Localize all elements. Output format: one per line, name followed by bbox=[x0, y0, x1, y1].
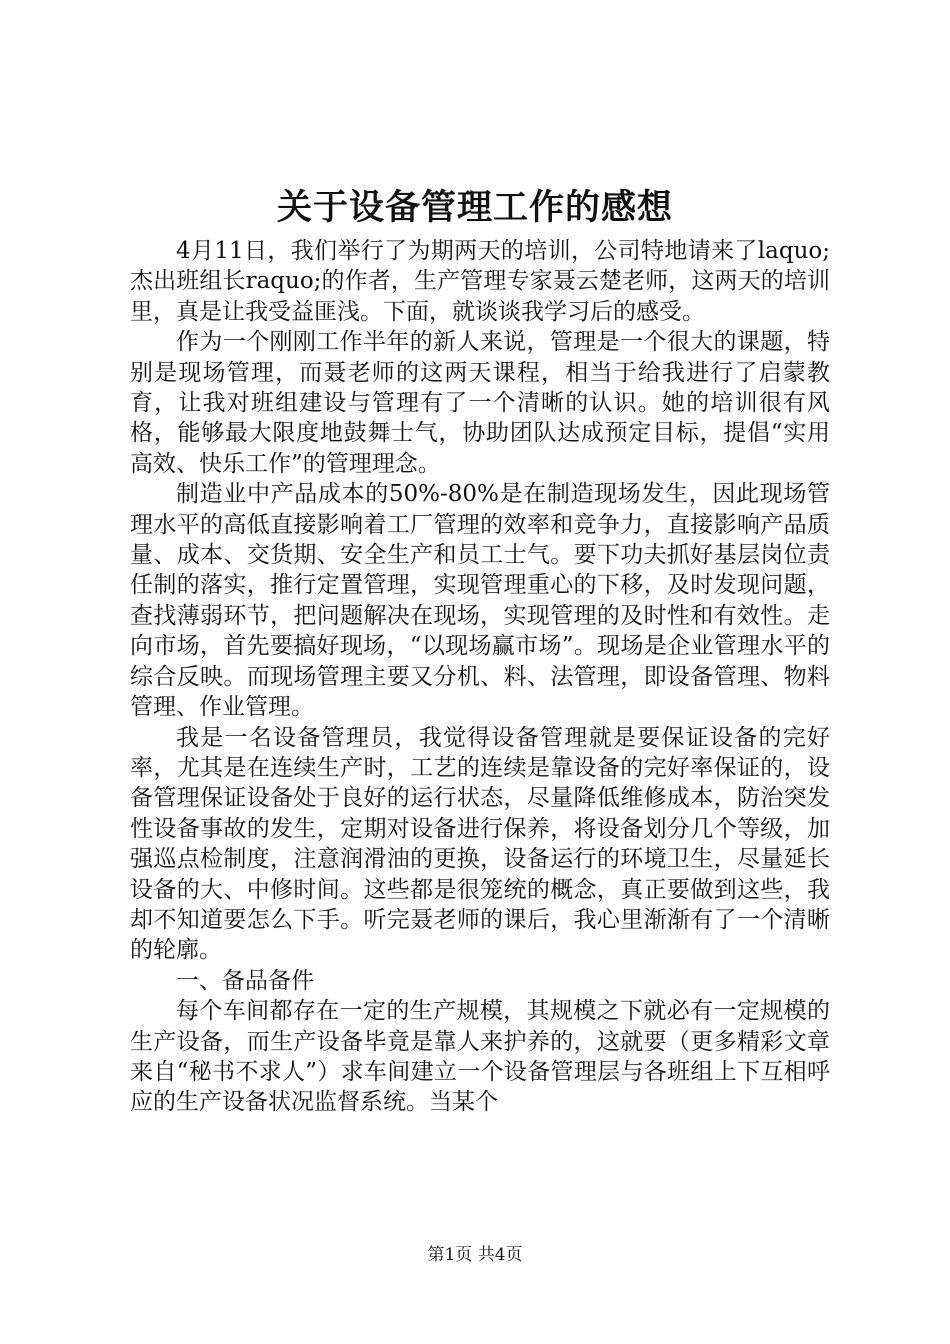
page-footer: 第1页 共4页 bbox=[427, 1245, 523, 1265]
paragraph: 作为一个刚刚工作半年的新人来说，管理是一个很大的课题，特别是现场管理，而聂老师的这两天课程，相当于给我进行了启蒙教育，让我对班组建设与管理有了一个清晰的认识。她的培训很有风格，能够最大限度地鼓舞士气，协助团队达成预定目标，提倡“实用高效、快乐工作”的管理理念。 bbox=[130, 329, 830, 477]
document-body bbox=[130, 236, 830, 1118]
paragraph: 每个车间都存在一定的生产规模，其规模之下就必有一定规模的生产设备，而生产设备毕竟是靠人来护养的，这就要（更多精彩文章来自“秘书不求人”）求车间建立一个设备管理层与各班组上下互相呼应的生产设备状况监督系统。当某个 bbox=[130, 998, 830, 1116]
paragraph: 4月11日，我们举行了为期两天的培训，公司特地请来了laquo;杰出班组长raquo;的作者，生产管理专家聂云楚老师，这两天的培训里，真是让我受益匪浅。下面，就谈谈我学习后的感受。 bbox=[130, 238, 830, 325]
paragraph: 我是一名设备管理员，我觉得设备管理就是要保证设备的完好率，尤其是在连续生产时，工艺的连续是靠设备的完好率保证的，设备管理保证设备处于良好的运行状态，尽量降低维修成本，防治突发性设备事故的发生，定期对设备进行保养，将设备划分几个等级，加强巡点检制度，注意润滑油的更换，设备运行的环境卫生，尽量延长设备的大、中修时间。这些都是很笼统的概念，真正要做到这些，我却不知道要怎么下手。听完聂老师的课后，我心里渐渐有了一个清晰的轮廓。 bbox=[130, 724, 830, 964]
document-title: 关于设备管理工作的感想 bbox=[276, 187, 673, 228]
section-heading: 一、备品备件 bbox=[176, 967, 314, 994]
paragraph: 制造业中产品成本的50%-80%是在制造现场发生，因此现场管理水平的高低直接影响着工厂管理的效率和竞争力，直接影响产品质量、成本、交货期、安全生产和员工士气。要下功夫抓好基层岗位责任制的落实，推行定置管理，实现管理重心的下移，及时发现问题，查找薄弱环节，把问题解决在现场，实现管理的及时性和有效性。走向市场，首先要搞好现场，“以现场赢市场”。现场是企业管理水平的综合反映。而现场管理主要又分机、料、法管理，即设备管理、物料管理、作业管理。 bbox=[130, 481, 830, 721]
